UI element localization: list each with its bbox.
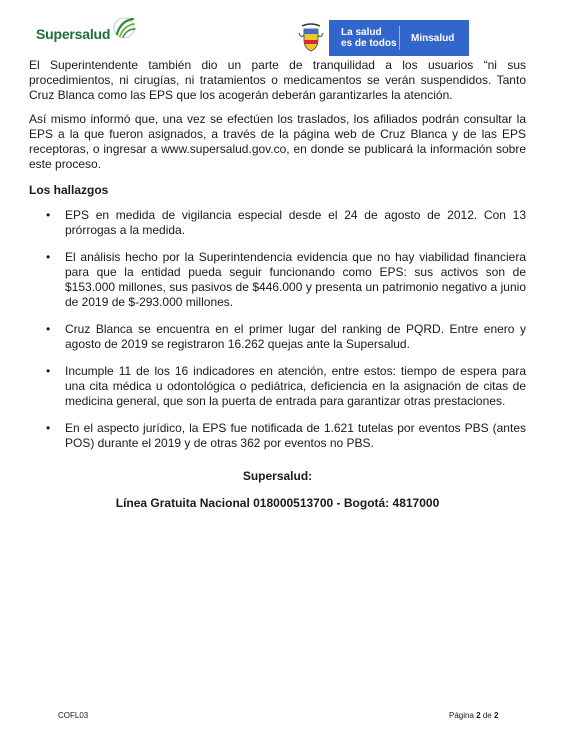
list-item-text: Cruz Blanca se encuentra en el primer lugar del ranking de PQRD. Entre enero y agosto de 2019 se registraron 16.262 quejas ante la Supersalud. xyxy=(65,322,526,351)
supersalud-swirl-icon xyxy=(111,16,137,40)
document-body xyxy=(29,58,526,511)
government-banner xyxy=(293,20,469,56)
section-title: Los hallazgos xyxy=(29,183,109,197)
closing-block xyxy=(29,469,526,511)
bullet-icon: • xyxy=(46,364,51,378)
page-number xyxy=(449,711,498,720)
bullet-icon: • xyxy=(46,208,51,222)
page-current: 2 xyxy=(476,711,481,720)
bullet-icon: • xyxy=(46,421,51,435)
slogan-line-1: La salud xyxy=(341,27,382,38)
page-prefix: Página xyxy=(449,711,477,720)
supersalud-wordmark: Supersalud xyxy=(36,26,111,42)
list-item xyxy=(29,421,526,451)
body-paragraph-1: El Superintendente también dio un parte de tranquilidad a los usuarios “ni sus procedimientos, ni cirugías, ni tratamientos o medicamentos se verán suspendidos. Tanto Cruz Blanca como las EPS que los acogerán deberán garantizarles la atención. xyxy=(29,58,526,102)
ministry-label: Minsalud xyxy=(411,33,455,44)
body-paragraph-2: Así mismo informó que, una vez se efectúen los traslados, los afiliados podrán consultar la EPS a la que fueron asignados, a través de la página web de Cruz Blanca y de las EPS receptoras, o ingresar a www.supersalud.gov.co, en donde se publicará la información sobre este proceso. xyxy=(29,112,526,171)
page-separator: de xyxy=(480,711,494,720)
bullet-icon: • xyxy=(46,322,51,336)
coat-of-arms-icon xyxy=(293,20,329,56)
page-header xyxy=(0,0,562,62)
closing-brand: Supersalud: xyxy=(242,469,313,483)
government-slogan xyxy=(329,20,399,56)
supersalud-logo xyxy=(36,16,137,42)
list-item xyxy=(29,322,526,352)
bullet-icon: • xyxy=(46,250,51,264)
page-total: 2 xyxy=(493,711,499,720)
list-item xyxy=(29,250,526,310)
findings-list xyxy=(29,208,526,451)
list-item-text: EPS en medida de vigilancia especial desde el 24 de agosto de 2012. Con 13 prórrogas a la medida. xyxy=(65,208,526,237)
slogan-line-2: es de todos xyxy=(341,38,397,49)
document-code: COFL03 xyxy=(58,711,89,720)
list-item-text: El análisis hecho por la Superintendencia evidencia que no hay viabilidad financiera para que la entidad pueda seguir funcionando como EPS: sus activos son de $153.000 millones, sus pasivos de $446.000 y presenta un patrimonio negativo a junio de 2019 de $-293.000 millones. xyxy=(65,250,526,309)
list-item-text: En el aspecto jurídico, la EPS fue notificada de 1.621 tutelas por eventos PBS (antes POS) durante el 2019 y de otras 362 por eventos no PBS. xyxy=(65,421,526,450)
list-item xyxy=(29,364,526,409)
hotline-line: Línea Gratuita Nacional 018000513700 - Bogotá: 4817000 xyxy=(115,496,440,510)
list-item-text: Incumple 11 de los 16 indicadores en atención, entre estos: tiempo de espera para una cita médica u odontológica o pediátrica, deficiencia en la asignación de citas de medicina general, que son la puerta de entrada para garantizar otras prestaciones. xyxy=(65,364,526,408)
list-item xyxy=(29,208,526,238)
